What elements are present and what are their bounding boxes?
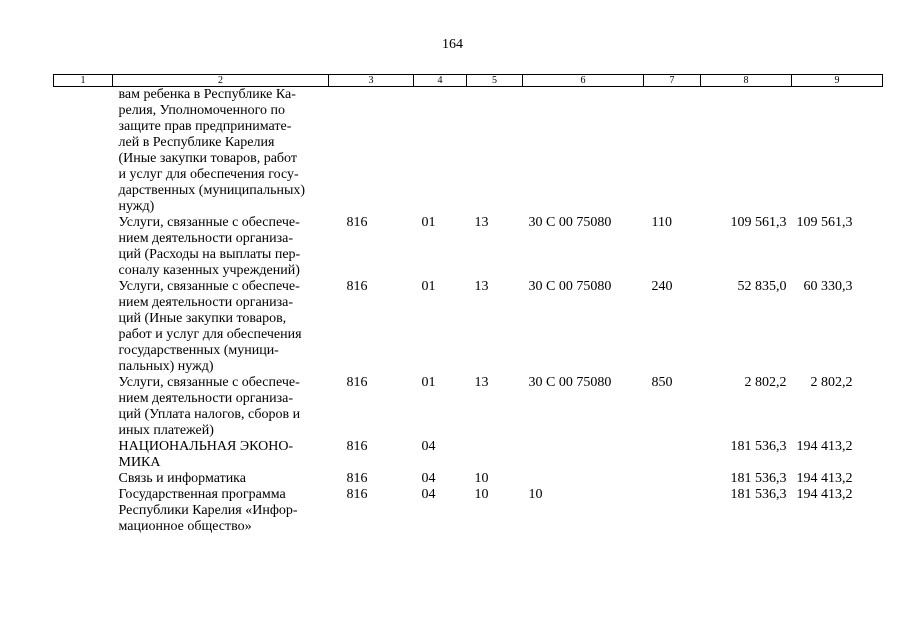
name-line: Государственная программа [118, 487, 286, 502]
cell-sum-year-1: 109 561,3 [730, 215, 787, 230]
cell-pr [467, 87, 523, 216]
name-line: нием деятельности организа- [118, 295, 294, 310]
cell-pr: 13 [474, 279, 489, 294]
cell-pr: 10 [474, 487, 489, 502]
cell-vr [644, 487, 701, 535]
cell-csr [523, 471, 644, 487]
cell-name [113, 87, 329, 216]
name-line: (Иные закупки товаров, работ [118, 151, 297, 166]
cell-gr: 816 [346, 439, 368, 454]
cell-gr: 816 [346, 471, 368, 486]
cell-name [113, 471, 329, 487]
name-line: Республики Карелия «Инфор- [118, 503, 298, 518]
col-header-7: 7 [644, 75, 701, 87]
cell-rz [414, 87, 467, 216]
name-line: дарственных (муниципальных) [118, 183, 306, 198]
cell-pr: 13 [474, 215, 489, 230]
name-line: нужд) [118, 199, 155, 214]
cell-sum-year-1: 2 802,2 [744, 375, 787, 390]
cell-rz: 01 [421, 279, 436, 294]
col-header-3: 3 [329, 75, 414, 87]
col-header-2: 2 [113, 75, 329, 87]
cell-sum-year-2: 60 330,3 [803, 279, 853, 294]
cell-gr: 816 [346, 279, 368, 294]
name-line: защите прав предпринимате- [118, 119, 292, 134]
table-row [54, 471, 883, 487]
table-row [54, 487, 883, 535]
name-line: и услуг для обеспечения госу- [118, 167, 299, 182]
name-line: ций (Расходы на выплаты пер- [118, 247, 301, 262]
cell-rz: 04 [421, 471, 436, 486]
cell-gr: 816 [346, 215, 368, 230]
cell-col-1 [54, 87, 113, 216]
cell-name [113, 487, 329, 535]
cell-name [113, 375, 329, 439]
col-header-9: 9 [792, 75, 883, 87]
cell-csr: 10 [528, 487, 543, 502]
cell-col-1 [54, 215, 113, 279]
name-line: ций (Иные закупки товаров, [118, 311, 287, 326]
name-line: нием деятельности организа- [118, 231, 294, 246]
name-line: Услуги, связанные с обеспече- [118, 375, 300, 390]
name-line: пальных) нужд) [118, 359, 214, 374]
table-row [54, 375, 883, 439]
name-line: лей в Республике Карелия [118, 135, 275, 150]
col-header-4: 4 [414, 75, 467, 87]
cell-pr: 10 [474, 471, 489, 486]
cell-name [113, 215, 329, 279]
cell-rz: 01 [421, 375, 436, 390]
table-row [54, 279, 883, 375]
budget-table [53, 74, 883, 535]
name-line: МИКА [118, 455, 161, 470]
cell-pr [467, 439, 523, 471]
cell-csr [523, 439, 644, 471]
name-line: релия, Уполномоченного по [118, 103, 285, 118]
name-line: работ и услуг для обеспечения [118, 327, 302, 342]
header-row [54, 75, 883, 87]
cell-csr: 30 С 00 75080 [528, 215, 612, 230]
cell-rz: 04 [421, 439, 436, 454]
cell-rz: 01 [421, 215, 436, 230]
cell-csr: 30 С 00 75080 [528, 279, 612, 294]
table-row [54, 215, 883, 279]
cell-sum-year-2: 194 413,2 [796, 487, 853, 502]
cell-vr: 110 [651, 215, 672, 230]
col-header-5: 5 [467, 75, 523, 87]
cell-gr: 816 [346, 375, 368, 390]
cell-name [113, 439, 329, 471]
name-line: иных платежей) [118, 423, 214, 438]
name-line: ций (Уплата налогов, сборов и [118, 407, 301, 422]
cell-col-1 [54, 279, 113, 375]
cell-col-1 [54, 487, 113, 535]
cell-sum-year-1: 52 835,0 [737, 279, 787, 294]
cell-name [113, 279, 329, 375]
name-line: НАЦИОНАЛЬНАЯ ЭКОНО- [118, 439, 294, 454]
cell-gr: 816 [346, 487, 368, 502]
cell-sum-year-2 [792, 87, 883, 216]
name-line: государственных (муници- [118, 343, 279, 358]
cell-sum-year-1: 181 536,3 [730, 439, 787, 454]
col-header-8: 8 [701, 75, 792, 87]
name-line: нием деятельности организа- [118, 391, 294, 406]
cell-col-1 [54, 375, 113, 439]
name-line: соналу казенных учреждений) [118, 263, 300, 278]
cell-gr [329, 87, 414, 216]
table-row [54, 87, 883, 216]
cell-col-1 [54, 471, 113, 487]
cell-vr: 850 [651, 375, 673, 390]
cell-vr [644, 471, 701, 487]
col-header-1: 1 [54, 75, 113, 87]
cell-sum-year-2: 109 561,3 [796, 215, 853, 230]
name-line: вам ребенка в Республике Ка- [118, 87, 296, 102]
cell-csr: 30 С 00 75080 [528, 375, 612, 390]
cell-rz: 04 [421, 487, 436, 502]
page-number: 164 [442, 37, 463, 52]
cell-csr [523, 87, 644, 216]
cell-pr: 13 [474, 375, 489, 390]
cell-vr [644, 439, 701, 471]
cell-sum-year-2: 194 413,2 [796, 439, 853, 454]
cell-sum-year-1: 181 536,3 [730, 487, 787, 502]
name-line: мационное общество» [118, 519, 252, 534]
cell-sum-year-1 [701, 87, 792, 216]
cell-sum-year-2: 194 413,2 [796, 471, 853, 486]
col-header-6: 6 [523, 75, 644, 87]
cell-col-1 [54, 439, 113, 471]
name-line: Связь и информатика [118, 471, 246, 486]
cell-sum-year-2: 2 802,2 [810, 375, 853, 390]
cell-vr [644, 87, 701, 216]
table-row [54, 439, 883, 471]
cell-vr: 240 [651, 279, 673, 294]
name-line: Услуги, связанные с обеспече- [118, 215, 300, 230]
cell-sum-year-1: 181 536,3 [730, 471, 787, 486]
name-line: Услуги, связанные с обеспече- [118, 279, 300, 294]
